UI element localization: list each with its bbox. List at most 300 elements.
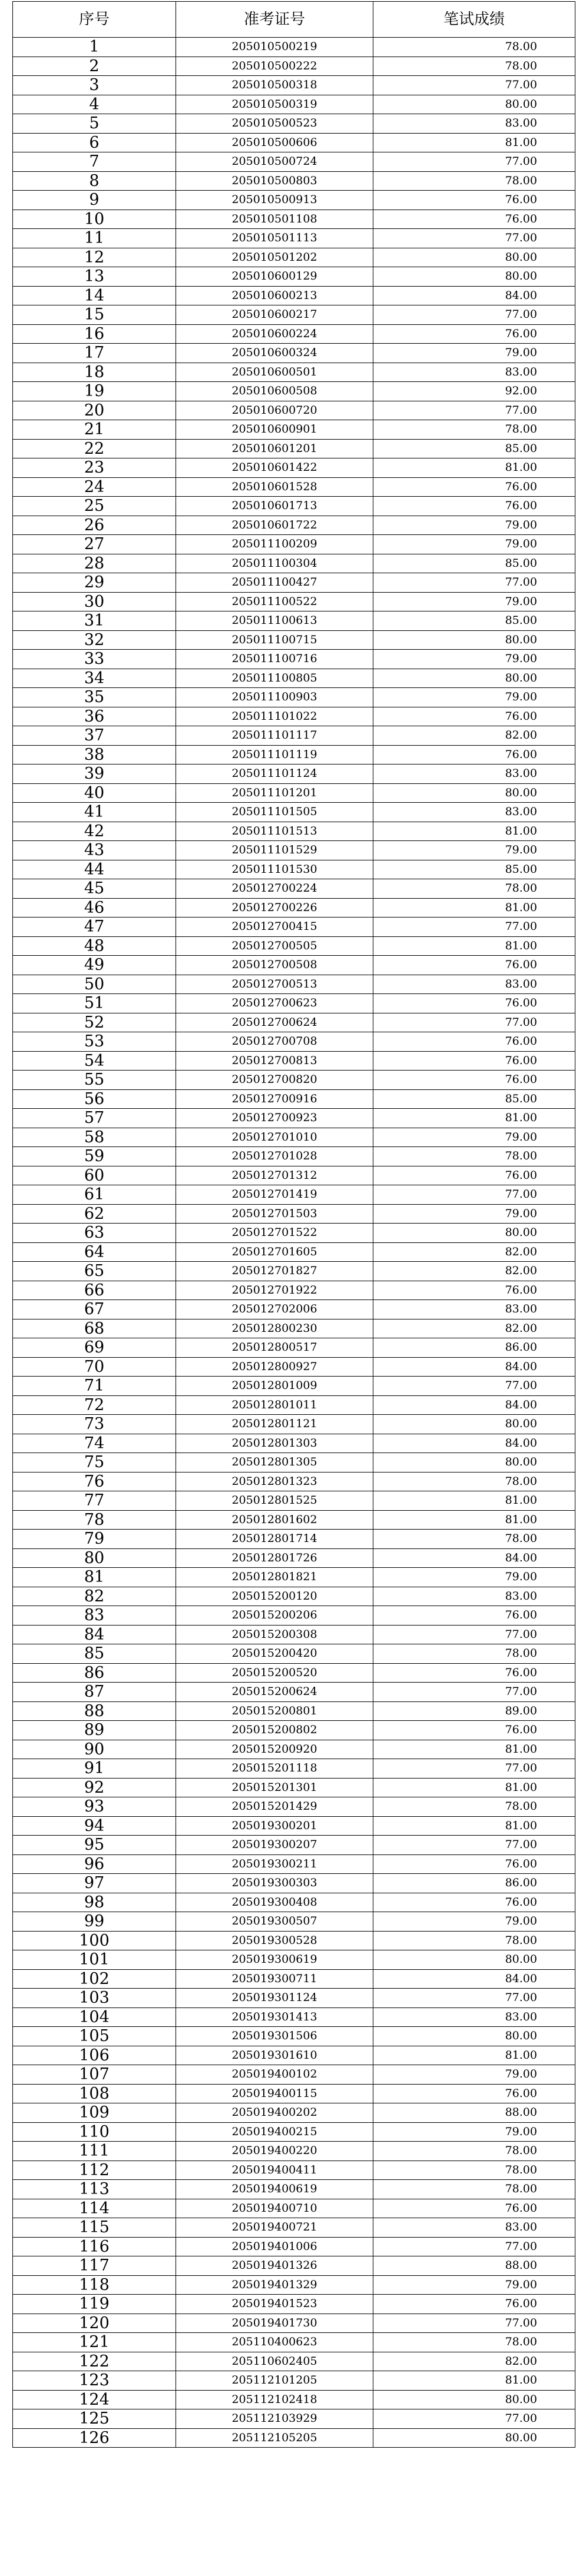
exam-id-cell: 205112102418	[176, 2390, 373, 2409]
table-row	[13, 210, 575, 229]
exam-id-cell: 205015200420	[176, 1644, 373, 1664]
table-row	[13, 765, 575, 784]
score-cell: 78.00	[373, 1931, 575, 1950]
score-cell: 83.00	[373, 1300, 575, 1319]
exam-id-cell: 205010600901	[176, 420, 373, 440]
table-row	[13, 1051, 575, 1071]
score-cell: 78.00	[373, 1147, 575, 1166]
exam-id-cell: 205012700508	[176, 956, 373, 975]
seq-cell: 103	[13, 1989, 176, 2008]
exam-id-cell: 205011100304	[176, 554, 373, 573]
header-seq: 序号	[13, 2, 176, 38]
table-row	[13, 382, 575, 401]
exam-id-cell: 205012801011	[176, 1395, 373, 1415]
score-cell: 79.00	[373, 1568, 575, 1587]
score-cell: 80.00	[373, 783, 575, 803]
table-row	[13, 2103, 575, 2123]
score-cell: 80.00	[373, 267, 575, 287]
score-cell: 80.00	[373, 2390, 575, 2409]
score-cell: 79.00	[373, 841, 575, 860]
table-row	[13, 38, 575, 57]
table-row	[13, 1415, 575, 1434]
score-cell: 78.00	[373, 38, 575, 57]
seq-cell: 46	[13, 898, 176, 918]
exam-id-cell: 205010601201	[176, 439, 373, 458]
table-row	[13, 1185, 575, 1205]
table-row	[13, 2142, 575, 2161]
seq-cell: 82	[13, 1587, 176, 1606]
seq-cell: 64	[13, 1242, 176, 1262]
score-cell: 79.00	[373, 1204, 575, 1224]
exam-id-cell: 205112101205	[176, 2371, 373, 2391]
score-cell: 77.00	[373, 918, 575, 937]
exam-id-cell: 205012701605	[176, 1242, 373, 1262]
table-row	[13, 1338, 575, 1358]
score-cell: 84.00	[373, 1357, 575, 1377]
table-row	[13, 76, 575, 95]
seq-cell: 84	[13, 1625, 176, 1644]
table-row	[13, 1128, 575, 1147]
exam-id-cell: 205015200801	[176, 1701, 373, 1721]
seq-cell: 49	[13, 956, 176, 975]
score-cell: 77.00	[373, 76, 575, 95]
exam-id-cell: 205010501202	[176, 248, 373, 267]
exam-id-cell: 205011101124	[176, 765, 373, 784]
table-row	[13, 1950, 575, 1970]
score-cell: 77.00	[373, 1625, 575, 1644]
table-row	[13, 1663, 575, 1683]
table-row	[13, 1242, 575, 1262]
exam-id-cell: 205012701827	[176, 1262, 373, 1281]
table-row	[13, 554, 575, 573]
seq-cell: 60	[13, 1166, 176, 1185]
table-row	[13, 2352, 575, 2371]
seq-cell: 36	[13, 707, 176, 726]
score-cell: 84.00	[373, 286, 575, 305]
exam-id-cell: 205012700505	[176, 936, 373, 956]
table-row	[13, 936, 575, 956]
exam-id-cell: 205019300207	[176, 1836, 373, 1855]
score-cell: 80.00	[373, 1415, 575, 1434]
score-cell: 76.00	[373, 1032, 575, 1052]
score-cell: 77.00	[373, 1683, 575, 1702]
exam-id-cell: 205011100715	[176, 630, 373, 650]
exam-id-cell: 205019401730	[176, 2314, 373, 2333]
score-cell: 80.00	[373, 630, 575, 650]
table-row	[13, 592, 575, 611]
table-row	[13, 2007, 575, 2027]
seq-cell: 61	[13, 1185, 176, 1205]
seq-cell: 86	[13, 1663, 176, 1683]
seq-cell: 101	[13, 1950, 176, 1970]
score-cell: 81.00	[373, 898, 575, 918]
exam-id-cell: 205019400102	[176, 2065, 373, 2085]
table-row	[13, 56, 575, 76]
table-row	[13, 2275, 575, 2295]
table-row	[13, 1395, 575, 1415]
table-row	[13, 1721, 575, 1740]
exam-id-cell: 205011101530	[176, 860, 373, 879]
exam-id-cell: 205012801821	[176, 1568, 373, 1587]
table-row	[13, 267, 575, 287]
table-row	[13, 133, 575, 152]
seq-cell: 109	[13, 2103, 176, 2123]
table-row	[13, 305, 575, 325]
seq-cell: 63	[13, 1224, 176, 1243]
score-cell: 76.00	[373, 707, 575, 726]
seq-cell: 66	[13, 1281, 176, 1300]
exam-id-cell: 205010500319	[176, 95, 373, 114]
exam-id-cell: 205011101022	[176, 707, 373, 726]
score-cell: 76.00	[373, 497, 575, 516]
seq-cell: 67	[13, 1300, 176, 1319]
seq-cell: 72	[13, 1395, 176, 1415]
seq-cell: 9	[13, 191, 176, 210]
exam-id-cell: 205019400619	[176, 2180, 373, 2199]
seq-cell: 68	[13, 1319, 176, 1338]
table-row	[13, 803, 575, 822]
score-cell: 85.00	[373, 611, 575, 631]
seq-cell: 39	[13, 765, 176, 784]
exam-id-cell: 205011101505	[176, 803, 373, 822]
table-row	[13, 1300, 575, 1319]
table-row	[13, 229, 575, 248]
table-row	[13, 248, 575, 267]
table-row	[13, 2046, 575, 2065]
table-row	[13, 1931, 575, 1950]
score-cell: 88.00	[373, 2256, 575, 2276]
seq-cell: 2	[13, 56, 176, 76]
score-cell: 79.00	[373, 592, 575, 611]
exam-id-cell: 205012700916	[176, 1089, 373, 1109]
score-cell: 79.00	[373, 2065, 575, 2085]
exam-id-cell: 205012701503	[176, 1204, 373, 1224]
exam-id-cell: 205019400411	[176, 2160, 373, 2180]
seq-cell: 81	[13, 1568, 176, 1587]
table-row	[13, 1491, 575, 1511]
score-cell: 77.00	[373, 1759, 575, 1779]
exam-id-cell: 205019400202	[176, 2103, 373, 2123]
table-row	[13, 994, 575, 1013]
seq-cell: 78	[13, 1510, 176, 1530]
exam-id-cell: 205019401006	[176, 2237, 373, 2256]
table-row	[13, 898, 575, 918]
table-row	[13, 1778, 575, 1797]
score-cell: 78.00	[373, 1472, 575, 1491]
exam-id-cell: 205012700820	[176, 1071, 373, 1090]
exam-id-cell: 205012701028	[176, 1147, 373, 1166]
seq-cell: 53	[13, 1032, 176, 1052]
seq-cell: 24	[13, 477, 176, 497]
seq-cell: 97	[13, 1874, 176, 1893]
table-row	[13, 1032, 575, 1052]
score-cell: 76.00	[373, 210, 575, 229]
exam-id-cell: 205012701419	[176, 1185, 373, 1205]
exam-id-cell: 205011100427	[176, 573, 373, 593]
seq-cell: 87	[13, 1683, 176, 1702]
seq-cell: 75	[13, 1453, 176, 1473]
table-row	[13, 1740, 575, 1759]
score-cell: 77.00	[373, 1013, 575, 1032]
seq-cell: 79	[13, 1530, 176, 1549]
seq-cell: 38	[13, 745, 176, 765]
seq-cell: 106	[13, 2046, 176, 2065]
table-row	[13, 2295, 575, 2314]
score-cell: 76.00	[373, 1281, 575, 1300]
score-cell: 80.00	[373, 1950, 575, 1970]
table-row	[13, 401, 575, 420]
seq-cell: 18	[13, 363, 176, 382]
table-row	[13, 860, 575, 879]
score-cell: 83.00	[373, 1587, 575, 1606]
table-row	[13, 477, 575, 497]
table-row	[13, 2122, 575, 2142]
seq-cell: 16	[13, 324, 176, 344]
exam-id-cell: 205011101513	[176, 822, 373, 841]
seq-cell: 57	[13, 1109, 176, 1128]
seq-cell: 76	[13, 1472, 176, 1491]
table-row	[13, 1147, 575, 1166]
exam-id-cell: 205012700813	[176, 1051, 373, 1071]
seq-cell: 26	[13, 516, 176, 535]
score-cell: 79.00	[373, 2275, 575, 2295]
seq-cell: 32	[13, 630, 176, 650]
seq-cell: 33	[13, 650, 176, 669]
exam-id-cell: 205019301413	[176, 2007, 373, 2027]
exam-id-cell: 205015200520	[176, 1663, 373, 1683]
exam-id-cell: 205012700923	[176, 1109, 373, 1128]
seq-cell: 112	[13, 2160, 176, 2180]
table-row	[13, 2428, 575, 2448]
score-cell: 81.00	[373, 2046, 575, 2065]
table-row	[13, 1625, 575, 1644]
seq-cell: 116	[13, 2237, 176, 2256]
exam-id-cell: 205019300201	[176, 1816, 373, 1836]
table-row	[13, 439, 575, 458]
exam-id-cell: 205015201429	[176, 1797, 373, 1817]
seq-cell: 77	[13, 1491, 176, 1511]
seq-cell: 4	[13, 95, 176, 114]
exam-id-cell: 205012801009	[176, 1377, 373, 1396]
exam-id-cell: 205010500219	[176, 38, 373, 57]
exam-id-cell: 205012702006	[176, 1300, 373, 1319]
seq-cell: 123	[13, 2371, 176, 2391]
seq-cell: 45	[13, 879, 176, 899]
seq-cell: 115	[13, 2218, 176, 2238]
seq-cell: 70	[13, 1357, 176, 1377]
table-row	[13, 1071, 575, 1090]
table-row	[13, 1262, 575, 1281]
score-cell: 79.00	[373, 535, 575, 554]
seq-cell: 40	[13, 783, 176, 803]
table-row	[13, 1854, 575, 1874]
seq-cell: 23	[13, 458, 176, 478]
exam-id-cell: 205012801714	[176, 1530, 373, 1549]
table-row	[13, 1224, 575, 1243]
exam-id-cell: 205112105205	[176, 2428, 373, 2448]
exam-id-cell: 205015200206	[176, 1606, 373, 1626]
header-exam-id: 准考证号	[176, 2, 373, 38]
score-cell: 77.00	[373, 1989, 575, 2008]
score-cell: 84.00	[373, 1434, 575, 1453]
exam-id-cell: 205011101117	[176, 726, 373, 746]
exam-id-cell: 205012800230	[176, 1319, 373, 1338]
table-row	[13, 1013, 575, 1032]
score-cell: 77.00	[373, 1185, 575, 1205]
table-row	[13, 1472, 575, 1491]
score-cell: 80.00	[373, 669, 575, 688]
seq-cell: 122	[13, 2352, 176, 2371]
table-row	[13, 879, 575, 899]
table-row	[13, 1109, 575, 1128]
table-row	[13, 2333, 575, 2352]
score-cell: 76.00	[373, 745, 575, 765]
table-row	[13, 1319, 575, 1338]
table-row	[13, 783, 575, 803]
table-row	[13, 1644, 575, 1664]
exam-id-cell: 205019301610	[176, 2046, 373, 2065]
seq-cell: 121	[13, 2333, 176, 2352]
seq-cell: 71	[13, 1377, 176, 1396]
seq-cell: 126	[13, 2428, 176, 2448]
exam-id-cell: 205011100716	[176, 650, 373, 669]
score-cell: 82.00	[373, 726, 575, 746]
seq-cell: 30	[13, 592, 176, 611]
score-cell: 76.00	[373, 191, 575, 210]
exam-id-cell: 205011100613	[176, 611, 373, 631]
exam-id-cell: 205010600217	[176, 305, 373, 325]
exam-id-cell: 205011101119	[176, 745, 373, 765]
exam-id-cell: 205019300528	[176, 1931, 373, 1950]
score-cell: 81.00	[373, 1510, 575, 1530]
table-row	[13, 2084, 575, 2103]
table-row	[13, 1969, 575, 1989]
table-row	[13, 611, 575, 631]
exam-id-cell: 205012800517	[176, 1338, 373, 1358]
exam-id-cell: 205019300507	[176, 1912, 373, 1932]
score-cell: 86.00	[373, 1338, 575, 1358]
seq-cell: 90	[13, 1740, 176, 1759]
table-row	[13, 1874, 575, 1893]
seq-cell: 119	[13, 2295, 176, 2314]
seq-cell: 54	[13, 1051, 176, 1071]
seq-cell: 59	[13, 1147, 176, 1166]
seq-cell: 15	[13, 305, 176, 325]
seq-cell: 62	[13, 1204, 176, 1224]
seq-cell: 25	[13, 497, 176, 516]
seq-cell: 19	[13, 382, 176, 401]
exam-id-cell: 205011100522	[176, 592, 373, 611]
score-cell: 77.00	[373, 573, 575, 593]
table-row	[13, 1912, 575, 1932]
table-row	[13, 1587, 575, 1606]
exam-id-cell: 205012801323	[176, 1472, 373, 1491]
exam-id-cell: 205015201301	[176, 1778, 373, 1797]
exam-id-cell: 205019400710	[176, 2199, 373, 2218]
table-row	[13, 2237, 575, 2256]
exam-id-cell: 205010601422	[176, 458, 373, 478]
score-cell: 81.00	[373, 2371, 575, 2391]
exam-id-cell: 205019401329	[176, 2275, 373, 2295]
score-cell: 76.00	[373, 1721, 575, 1740]
score-cell: 89.00	[373, 1701, 575, 1721]
seq-cell: 107	[13, 2065, 176, 2085]
table-row	[13, 152, 575, 172]
score-cell: 77.00	[373, 152, 575, 172]
exam-id-cell: 205010600129	[176, 267, 373, 287]
table-row	[13, 630, 575, 650]
seq-cell: 14	[13, 286, 176, 305]
exam-id-cell: 205110602405	[176, 2352, 373, 2371]
score-cell: 78.00	[373, 420, 575, 440]
exam-id-cell: 205012700513	[176, 975, 373, 994]
seq-cell: 118	[13, 2275, 176, 2295]
exam-id-cell: 205012700708	[176, 1032, 373, 1052]
score-cell: 80.00	[373, 2428, 575, 2448]
seq-cell: 47	[13, 918, 176, 937]
exam-id-cell: 205010501108	[176, 210, 373, 229]
table-row	[13, 2314, 575, 2333]
score-cell: 85.00	[373, 439, 575, 458]
exam-id-cell: 205010500222	[176, 56, 373, 76]
score-cell: 78.00	[373, 1797, 575, 1817]
seq-cell: 21	[13, 420, 176, 440]
exam-id-cell: 205019400721	[176, 2218, 373, 2238]
table-row	[13, 2160, 575, 2180]
score-cell: 76.00	[373, 956, 575, 975]
exam-id-cell: 205012700623	[176, 994, 373, 1013]
seq-cell: 5	[13, 114, 176, 134]
seq-cell: 10	[13, 210, 176, 229]
seq-cell: 98	[13, 1893, 176, 1912]
seq-cell: 56	[13, 1089, 176, 1109]
exam-id-cell: 205010601528	[176, 477, 373, 497]
score-cell: 82.00	[373, 2352, 575, 2371]
seq-cell: 105	[13, 2027, 176, 2046]
exam-id-cell: 205011101201	[176, 783, 373, 803]
score-cell: 76.00	[373, 1893, 575, 1912]
score-cell: 76.00	[373, 477, 575, 497]
table-row	[13, 1089, 575, 1109]
table-row	[13, 1797, 575, 1817]
seq-cell: 35	[13, 688, 176, 707]
table-row	[13, 2180, 575, 2199]
exam-id-cell: 205011100903	[176, 688, 373, 707]
exam-id-cell: 205010500606	[176, 133, 373, 152]
score-cell: 78.00	[373, 1530, 575, 1549]
seq-cell: 99	[13, 1912, 176, 1932]
table-row	[13, 1548, 575, 1568]
exam-id-cell: 205012801305	[176, 1453, 373, 1473]
table-row	[13, 1357, 575, 1377]
seq-cell: 120	[13, 2314, 176, 2333]
table-row	[13, 2409, 575, 2429]
score-cell: 76.00	[373, 2199, 575, 2218]
table-row	[13, 420, 575, 440]
seq-cell: 96	[13, 1854, 176, 1874]
table-row	[13, 1510, 575, 1530]
exam-id-cell: 205019400115	[176, 2084, 373, 2103]
score-cell: 77.00	[373, 305, 575, 325]
score-cell: 80.00	[373, 1224, 575, 1243]
score-cell: 81.00	[373, 1816, 575, 1836]
exam-id-cell: 205010601713	[176, 497, 373, 516]
table-row	[13, 2065, 575, 2085]
score-cell: 76.00	[373, 1606, 575, 1626]
table-row	[13, 1530, 575, 1549]
score-cell: 80.00	[373, 1453, 575, 1473]
score-cell: 85.00	[373, 1089, 575, 1109]
